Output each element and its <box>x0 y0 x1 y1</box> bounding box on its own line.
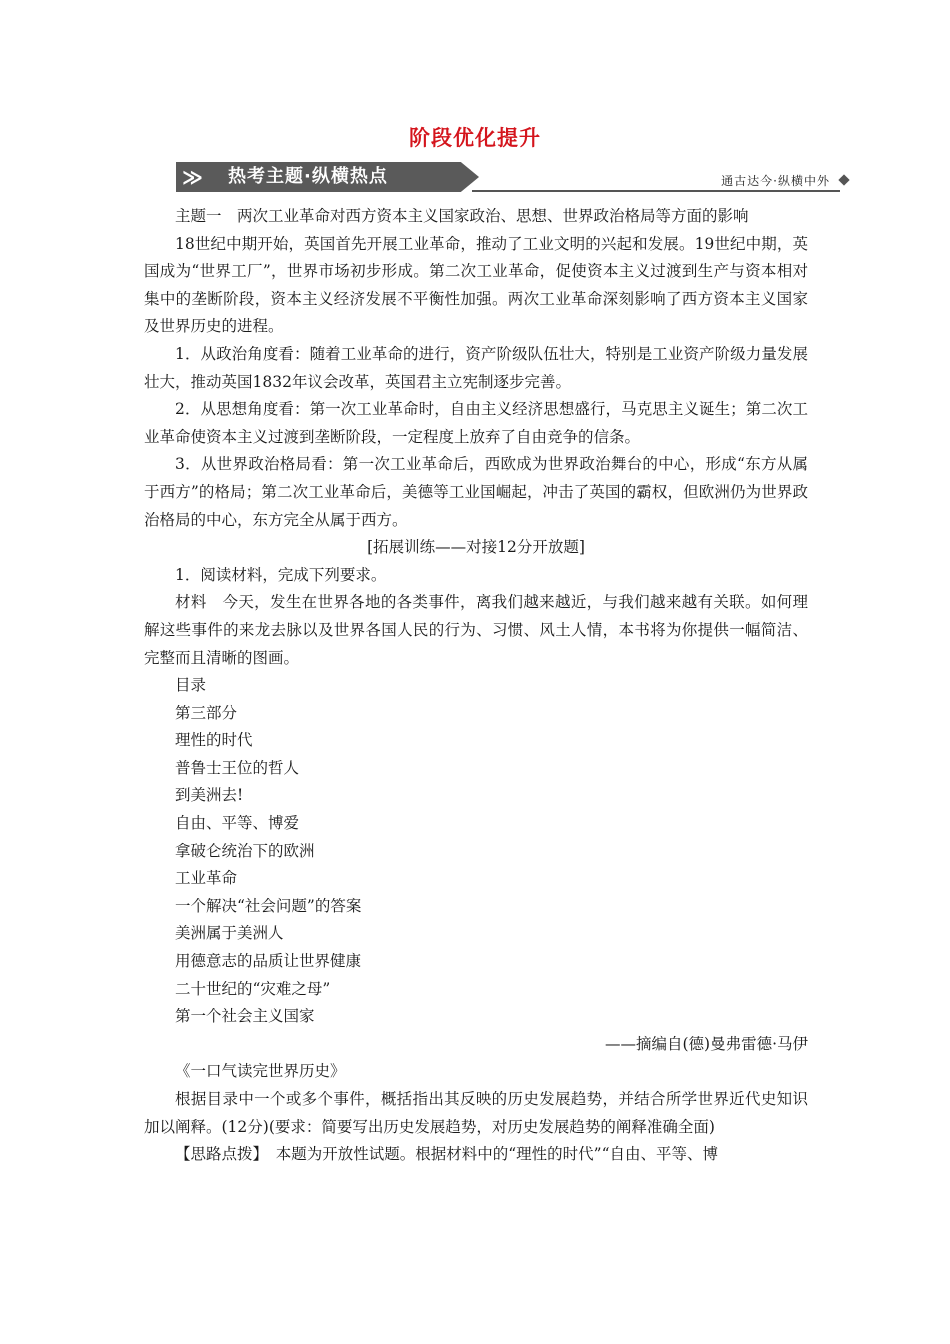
toc-item: 一个解决“社会问题”的答案 <box>175 896 362 915</box>
banner-divider <box>472 190 840 192</box>
banner-right-text: 通古达今·纵横中外 <box>721 174 830 188</box>
toc-item: 第三部分 <box>175 703 238 722</box>
source-book: 《一口气读完世界历史》 <box>175 1062 346 1081</box>
point-paragraph: 2．从思想角度看：第一次工业革命时，自由主义经济思想盛行，马克思主义诞生；第二次工业革命使资本主义过渡到垄断阶段，一定程度上放弃了自由竞争的信条。 <box>144 400 808 446</box>
page-title: 阶段优化提升 <box>409 126 541 150</box>
point-paragraph: 1．从政治角度看：随着工业革命的进行，资产阶级队伍壮大，特别是工业资产阶级力量发展壮大，推动英国1832年议会改革，英国君主立宪制逐步完善。 <box>144 344 808 391</box>
double-chevron-icon: ≫ <box>182 165 203 189</box>
toc-item: 理性的时代 <box>175 731 253 750</box>
table-of-contents <box>144 672 808 1031</box>
theme-heading: 主题一 两次工业革命对西方资本主义国家政治、思想、世界政治格局等方面的影响 <box>175 207 749 225</box>
diamond-icon <box>838 174 849 185</box>
toc-item: 第一个社会主义国家 <box>175 1007 315 1026</box>
question-intro: 1．阅读材料，完成下列要求。 <box>175 565 387 584</box>
material-paragraph: 材料 今天，发生在世界各地的各类事件，离我们越来越近，与我们越来越有关联。如何理解这些事件的来龙去脉以及世界各国人民的行为、习惯、风土人情，本书将为你提供一幅简洁、完整而且清晰的图画。 <box>144 593 808 667</box>
section-banner <box>176 160 848 194</box>
toc-item: 美洲属于美洲人 <box>175 924 284 943</box>
toc-item: 目录 <box>175 676 207 695</box>
toc-item: 普鲁士王位的哲人 <box>175 758 300 777</box>
training-heading: [拓展训练——对接12分开放题] <box>367 538 585 557</box>
toc-item: 用德意志的品质让世界健康 <box>175 952 362 971</box>
toc-item: 二十世纪的“灾难之母” <box>175 979 331 998</box>
intro-paragraph: 18世纪中期开始，英国首先开展工业革命，推动了工业文明的兴起和发展。19世纪中期，英国成为“世界工厂”，世界市场初步形成。第二次工业革命，促使资本主义过渡到生产与资本相对集中的垄断阶段，资本主义经济发展不平衡性加强。两次工业革命深刻影响了西方资本主义国家及世界历史的进程。 <box>144 234 808 336</box>
source-author: ——摘编自(德)曼弗雷德·马伊 <box>604 1034 808 1053</box>
point-paragraph: 3．从世界政治格局看：第一次工业革命后，西欧成为世界政治舞台的中心，形成“东方从属于西方”的格局；第二次工业革命后，美德等工业国崛起，冲击了英国的霸权，但欧洲仍为世界政治格局的中心，东方完全从属于西方。 <box>144 455 808 529</box>
banner-label: 热考主题·纵横热点 <box>228 166 388 187</box>
hint-paragraph: 【思路点拨】 本题为开放性试题。根据材料中的“理性的时代”“自由、平等、博 <box>175 1145 719 1164</box>
toc-item: 拿破仑统治下的欧洲 <box>175 841 315 860</box>
toc-item: 到美洲去! <box>175 786 244 805</box>
requirement-paragraph: 根据目录中一个或多个事件，概括指出其反映的历史发展趋势，并结合所学世界近代史知识加以阐释。(12分)(要求：简要写出历史发展趋势，对历史发展趋势的阐释准确全面) <box>144 1090 808 1136</box>
toc-item: 工业革命 <box>175 869 238 888</box>
toc-item: 自由、平等、博爱 <box>175 814 300 833</box>
document-body <box>144 203 808 1169</box>
